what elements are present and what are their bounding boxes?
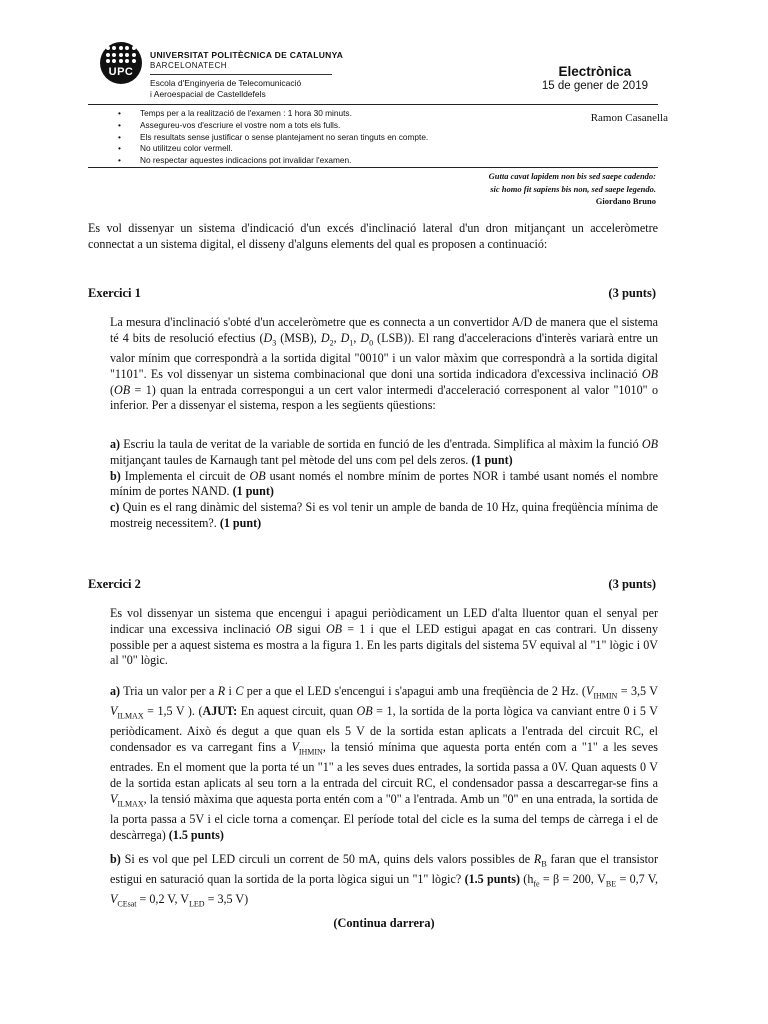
instruction-item: • Assegureu-vos d'escriure el vostre nom a tots els fulls. xyxy=(118,120,428,132)
var: OB xyxy=(114,382,131,397)
text: , xyxy=(353,330,361,345)
var: OB xyxy=(275,621,292,636)
text: = 3,5 V) xyxy=(204,892,249,907)
sub: BE xyxy=(605,879,617,889)
upc-logo xyxy=(100,42,142,84)
question-1b xyxy=(110,469,658,501)
var: V xyxy=(110,892,118,907)
text: = 0,7 V, xyxy=(616,872,658,887)
quote xyxy=(489,170,656,208)
var: OB xyxy=(356,704,373,719)
var: OB xyxy=(641,437,658,451)
points: (1 punt) xyxy=(232,484,274,499)
logo-text: UPC xyxy=(108,66,134,78)
var: D xyxy=(263,330,273,345)
var: V xyxy=(110,792,118,806)
instructions-bottom-rule xyxy=(88,167,658,168)
label: a) xyxy=(110,437,121,451)
var: OB xyxy=(325,621,343,636)
course-block xyxy=(542,64,648,92)
exercise-1-questions xyxy=(110,437,658,532)
question-1a xyxy=(110,437,658,469)
sub: IHMIN xyxy=(298,747,323,757)
instructions-list xyxy=(118,108,428,167)
sub: B xyxy=(541,859,547,869)
text: ( xyxy=(110,382,115,397)
exercise-1-heading xyxy=(88,286,656,301)
text: = 1) quan la entrada correspongui a un cert valor intermedi d'acceleració corresponent al valor "1010" o inferior. Per a dissenyar el sistema, respon a les següents qüestions: xyxy=(110,382,658,413)
logo-dots xyxy=(106,46,136,64)
university-name: UNIVERSITAT POLITÈCNICA DE CATALUNYA xyxy=(150,50,344,60)
text: = β = 200, V xyxy=(539,872,606,887)
instructions-top-rule xyxy=(88,104,658,105)
instruction-item: • Els resultats sense justificar o sense plantejament no seran tinguts en compte. xyxy=(118,132,428,144)
var: V xyxy=(110,704,118,719)
exercise-1-points: (3 punts) xyxy=(608,286,656,300)
quote-line-1: Gutta cavat lapidem non bis sed saepe cadendo: xyxy=(488,171,656,181)
text: (MSB), xyxy=(276,330,321,345)
exercise-1-title: Exercici 1 xyxy=(88,286,141,300)
text: = 1 i que el LED estigui apagat en cas contrari. Un disseny possible per a aquest sistema es mostra a la figura 1. En les parts digitals del sistema 5V equival al "1" lògic i 0V al "0" lògic. xyxy=(110,621,658,668)
exercise-2-points: (3 punts) xyxy=(608,577,656,591)
question-2a xyxy=(110,684,658,844)
exercise-1-statement xyxy=(110,315,658,414)
school-line-2: i Aeroespacial de Castelldefels xyxy=(150,89,266,99)
var: V xyxy=(585,684,594,698)
var: D xyxy=(360,330,370,345)
label: c) xyxy=(110,500,120,515)
var: R xyxy=(217,684,226,698)
sub: IHMIN xyxy=(593,691,618,701)
var: D xyxy=(320,330,330,345)
text: = 1, la sortida de la porta lògica va canviant entre 0 i 5 V periòdicament. Això és degut a que quan els 5 V de la sortida estan aplicats a l'entrada del circuit RC, el condensador es va carregant fins a xyxy=(110,704,658,755)
text: , xyxy=(333,330,341,345)
text: , la tensió màxima que aquesta porta entén com a "0" a l'entrada. Amb un "0" en una entrada, la sortida de la porta passa a 5V i el cicle torna a començar. El període total del cicle es la suma del temps de càrrega i el de descàrrega) xyxy=(110,792,658,842)
text: La mesura d'inclinació s'obté d'un acceleròmetre que es connecta a un convertidor A/D de manera que el sistema té 4 bits de resolució efectius ( xyxy=(110,315,658,345)
var: OB xyxy=(249,468,266,483)
intro-paragraph: Es vol dissenyar un sistema d'indicació d'un excés d'inclinació lateral d'un dron mitjançant un acceleròmetre connectat a un sistema digital, el disseny d'alguns elements del qual es proposen a continuació: xyxy=(88,221,658,251)
institution-block xyxy=(150,50,343,100)
sub: LED xyxy=(189,899,205,909)
sub: 0 xyxy=(369,338,374,348)
points: (1.5 punts) xyxy=(464,872,520,887)
label: b) xyxy=(110,852,121,866)
points: (1 punt) xyxy=(219,515,262,530)
text: (LSB)). El rang d'acceleracions d'interès variarà entre un valor mínim que correspondrà a la sortida digital "0010" i un valor màxim que correspondrà a la sortida digital "1101". Es vol dissenyar un sistema combinacional que doni una sortida indicadora d'excessiva inclinació xyxy=(110,330,659,381)
text: Implementa el circuit de xyxy=(120,468,250,483)
continue-note: (Continua darrera) xyxy=(333,916,435,930)
text: (h xyxy=(519,872,534,887)
text: faran que el transistor estigui en saturació quan la sortida de la porta lògica sigui un "1" lògic? xyxy=(110,852,658,887)
teacher-name: Ramon Casanella xyxy=(590,112,668,124)
text: Si es vol que pel LED circuli un corrent de 50 mA, quins dels valors possibles de xyxy=(120,852,534,866)
var: D xyxy=(340,330,350,345)
label: b) xyxy=(110,468,121,483)
text: usant només el nombre mínim de portes NOR i també usant només el nombre mínim de portes NAND. xyxy=(110,468,658,499)
text: i xyxy=(225,684,236,698)
quote-line-2: sic homo fit sapiens bis non, sed saepe legendo. xyxy=(490,183,656,194)
exercise-2-heading xyxy=(88,577,656,592)
divider xyxy=(150,74,332,75)
sub: 2 xyxy=(329,338,334,348)
label: a) xyxy=(110,684,121,698)
sub: ILMAX xyxy=(117,711,144,721)
course-title: Electrònica xyxy=(558,64,632,79)
instruction-item: • Temps per a la realització de l'examen : 1 hora 30 minuts. xyxy=(118,108,428,120)
sub: ILMAX xyxy=(117,799,144,809)
text: per a que el LED s'encengui i s'apagui amb una freqüència de 2 Hz. ( xyxy=(243,684,586,698)
sub: 3 xyxy=(272,338,277,348)
var: V xyxy=(291,740,299,755)
school-line-1: Escola d'Enginyeria de Telecomunicació xyxy=(150,78,302,88)
var: C xyxy=(235,684,244,698)
exercise-2-title: Exercici 2 xyxy=(88,577,141,591)
text: sigui xyxy=(292,621,326,636)
question-2b xyxy=(110,852,658,913)
text: = 3,5 V xyxy=(617,684,658,698)
text: , la tensió mínima que aquesta porta entén com a "1" a les seves entrades. En el moment que la porta té un "1" a les seves dues entrades, la sortida passa a 0V. Quan aquests 0 V de la sortida estan aplicats al seu torn a la entrada del circuit RC, el condensador passa a descarregar-se fins a xyxy=(110,740,658,791)
sub: CEsat xyxy=(117,899,137,909)
text: = 0,2 V, V xyxy=(136,892,190,907)
text: mitjançant taules de Karnaugh tant pel mètode del uns com pel dels zeros. xyxy=(110,452,472,467)
text: En aquest circuit, quan xyxy=(237,704,357,719)
text: Quin es el rang dinàmic del sistema? Si es vol tenir un ample de banda de 10 Hz, quina freqüència mínima de mostreig necessitem?. xyxy=(110,500,658,530)
points: (1 punt) xyxy=(471,452,513,467)
text: Tria un valor per a xyxy=(120,684,218,698)
sub: fe xyxy=(533,879,540,889)
instruction-item: • No utilitzeu color vermell. xyxy=(118,143,428,155)
sub: 1 xyxy=(349,338,354,348)
question-1c xyxy=(110,500,658,532)
quote-author: Giordano Bruno xyxy=(595,196,656,206)
text: = 1,5 V ). ( xyxy=(143,704,203,719)
points: (1.5 punts) xyxy=(168,828,224,842)
text: Escriu la taula de veritat de la variable de sortida en funció de les d'entrada. Simplifica al màxim la funció xyxy=(120,437,642,451)
exam-date: 15 de gener de 2019 xyxy=(541,80,648,92)
text: Es vol dissenyar un sistema que encengui i apagui periòdicament un LED d'alta lluentor quan el senyal per indicar una excessiva inclinació xyxy=(110,606,658,636)
barcelonatech: BARCELONATECH xyxy=(150,61,228,70)
hint-label: AJUT: xyxy=(202,704,238,719)
var: R xyxy=(533,852,542,866)
exercise-2-statement xyxy=(110,606,658,669)
var: OB xyxy=(641,366,658,381)
instruction-item: • No respectar aquestes indicacions pot invalidar l'examen. xyxy=(118,155,428,167)
